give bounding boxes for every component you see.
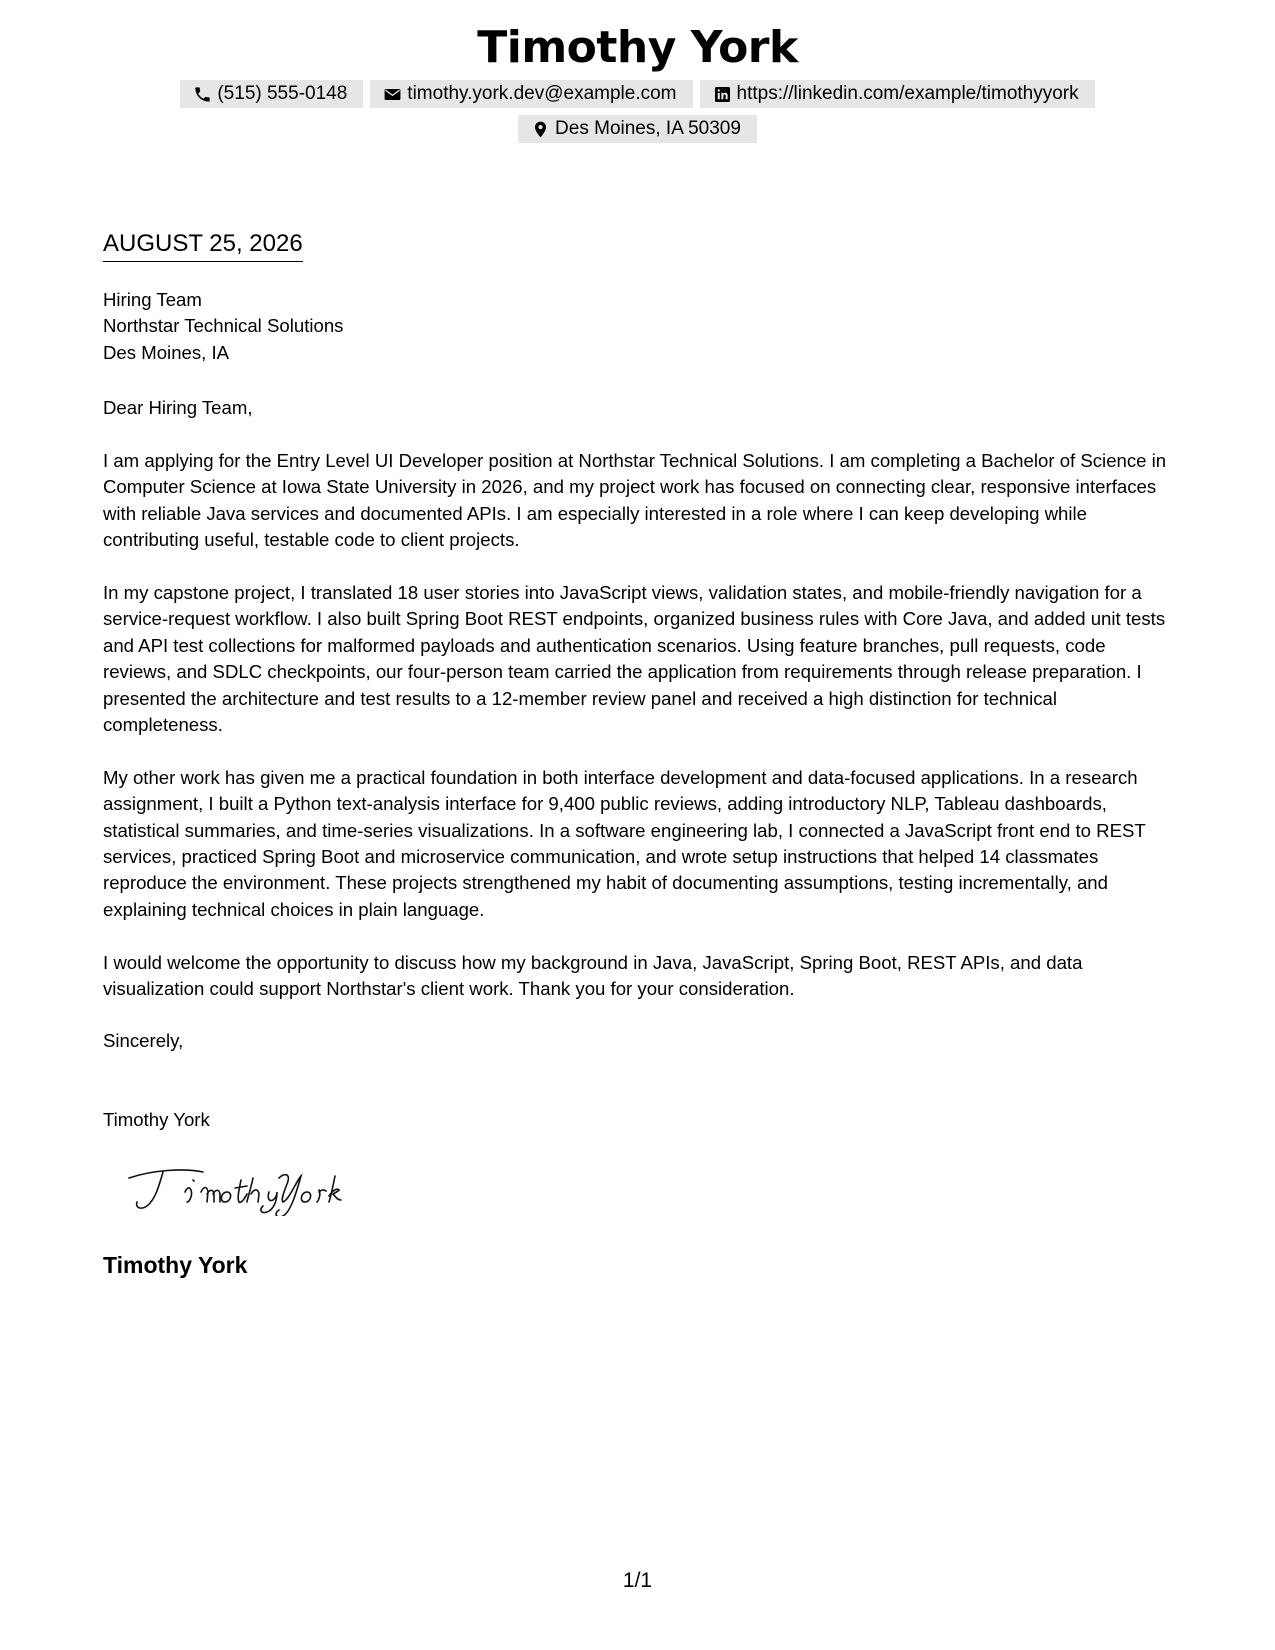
location-chip: [518, 115, 757, 143]
envelope-icon: [383, 85, 402, 104]
phone-icon: [193, 85, 212, 104]
body-paragraph-2: In my capstone project, I translated 18 user stories into JavaScript views, validation states, and mobile-friendly navigation for a service-request workflow. I also built Spring Boot REST endpoints, organized business rules with Core Java, and added unit tests and API test collections for malformed payloads and authentication scenarios. Using feature branches, pull requests, code reviews, and SDLC checkpoints, our four-person team carried the application from requirements through release preparation. I presented the architecture and test results to a 12-member review panel and received a high distinction for technical completeness.: [103, 582, 1166, 736]
recipient-line: Hiring Team: [103, 289, 202, 310]
body-paragraph-4: I would welcome the opportunity to discuss how my background in Java, JavaScript, Spring Boot, REST APIs, and data visualization could support Northstar's client work. Thank you for your consideration.: [103, 951, 1083, 1000]
letter-body: [103, 448, 1178, 1029]
email-text: timothy.york.dev@example.com: [407, 83, 677, 104]
applicant-name: Timothy York: [477, 22, 798, 73]
signer-name: Timothy York: [103, 1109, 210, 1130]
recipient-location: Des Moines, IA: [103, 341, 230, 363]
phone-text: (515) 555-0148: [217, 83, 348, 104]
letter-date: AUGUST 25, 2026: [103, 228, 303, 262]
page-indicator: 1/1: [622, 1569, 653, 1592]
location-text: Des Moines, IA 50309: [555, 118, 741, 139]
phone-chip: [180, 80, 363, 108]
body-paragraph-1: I am applying for the Entry Level UI Developer position at Northstar Technical Solutions. I am completing a Bachelor of Science in Computer Science at Iowa State University in 2026, and my project work has focused on connecting clear, responsive interfaces with reliable Java services and documented APIs. I am especially interested in a role where I can keep developing while contributing useful, testable code to client projects.: [103, 450, 1167, 551]
map-pin-icon: [531, 120, 550, 139]
linkedin-icon: [713, 85, 732, 104]
linkedin-chip[interactable]: [700, 80, 1095, 108]
salutation: Dear Hiring Team,: [103, 397, 253, 418]
linkedin-text: https://linkedin.com/example/timothyyork: [736, 83, 1079, 104]
contact-row-primary: [0, 80, 1275, 108]
recipient-block: [103, 287, 1178, 366]
handwritten-signature: [123, 1160, 353, 1216]
body-paragraph-3: My other work has given me a practical foundation in both interface development and data-focused applications. In a research assignment, I built a Python text-analysis interface for 9,400 public reviews, adding introductory NLP, Tableau dashboards, statistical summaries, and time-series visualizations. In a software engineering lab, I connected a JavaScript front end to REST services, practiced Spring Boot and microservice communication, and wrote setup instructions that helped 14 classmates reproduce the environment. These projects strengthened my habit of documenting assumptions, testing incrementally, and explaining technical choices in plain language.: [103, 766, 1146, 920]
closing: Sincerely,: [103, 1030, 184, 1051]
letter-header: [0, 22, 1275, 143]
recipient-company: Northstar Technical Solutions: [103, 315, 344, 337]
contact-row-secondary: [0, 115, 1275, 143]
email-chip[interactable]: [370, 80, 692, 108]
signed-name: Timothy York: [103, 1252, 248, 1278]
